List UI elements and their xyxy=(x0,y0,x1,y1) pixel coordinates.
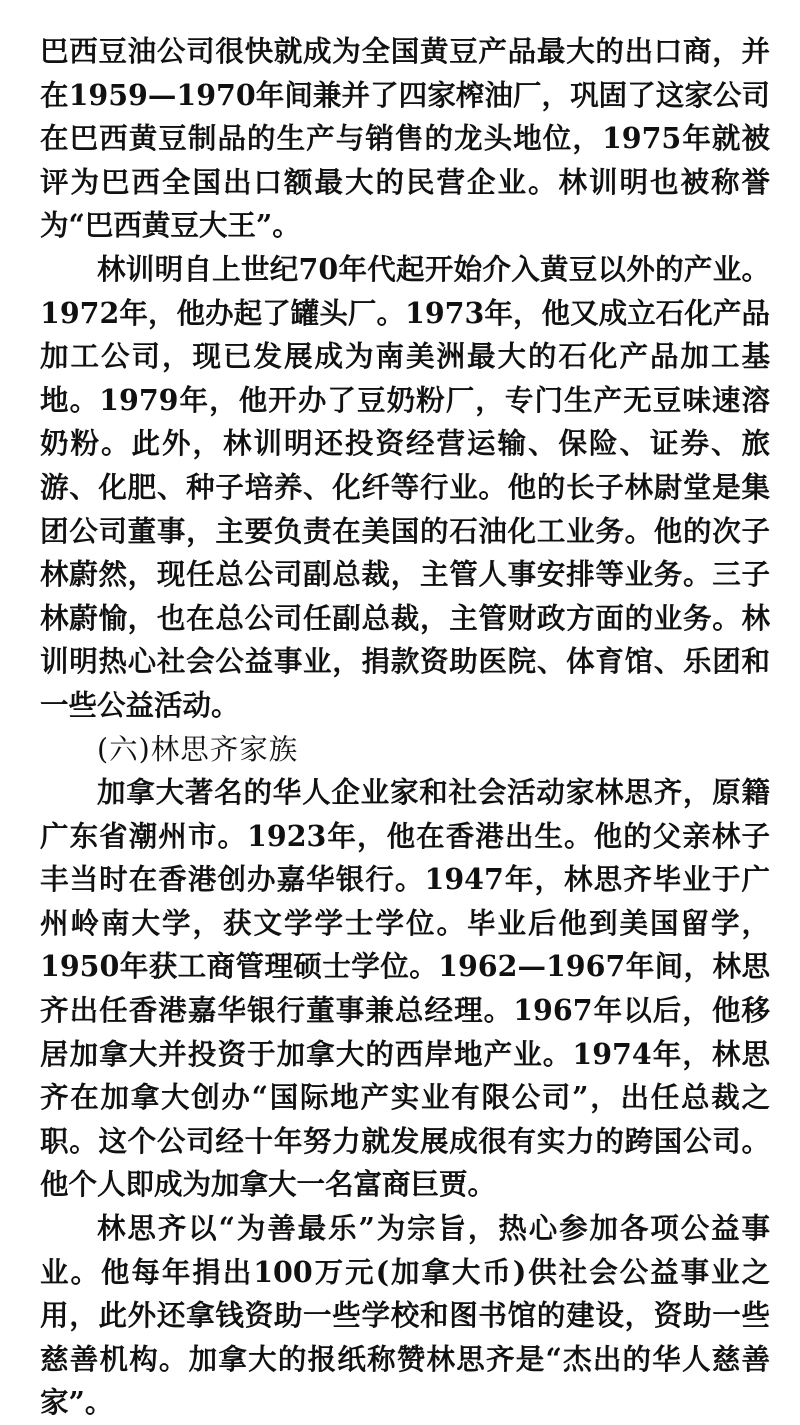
paragraph-lin-xunming-industries: 林训明自上世纪70年代起开始介入黄豆以外的产业。1972年，他办起了罐头厂。1973年，他又成立石化产品加工公司，现已发展成为南美洲最大的石化产品加工基地。1979年，他开办了豆奶粉厂，专门生产无豆味速溶奶粉。此外，林训明还投资经营运输、保险、证券、旅游、化肥、种子培养、化纤等行业。他的长子林尉堂是集团公司董事，主要负责在美国的石油化工业务。他的次子林蔚然，现任总公司副总裁，主管人事安排等业务。三子林蔚愉，也在总公司任副总裁，主管财政方面的业务。林训明热心社会公益事业，捐款资助医院、体育馆、乐团和一些公益活动。 xyxy=(40,251,770,722)
paragraph-lin-siqi-philanthropy: 林思齐以“为善最乐”为宗旨，热心参加各项公益事业。他每年捐出100万元(加拿大币)供社会公益事业之用，此外还拿钱资助一些学校和图书馆的建设，资助一些慈善机构。加拿大的报纸称赞林思齐是“杰出的华人慈善家”。 xyxy=(40,1211,770,1420)
document-page xyxy=(40,30,770,1425)
paragraph-continuation: 巴西豆油公司很快就成为全国黄豆产品最大的出口商，并在1959—1970年间兼并了四家榨油厂，巩固了这家公司在巴西黄豆制品的生产与销售的龙头地位，1975年就被评为巴西全国出口额最大的民营企业。林训明也被称誉为“巴西黄豆大王”。 xyxy=(40,34,770,243)
paragraph-lin-siqi-biography: 加拿大著名的华人企业家和社会活动家林思齐，原籍广东省潮州市。1923年，他在香港出生。他的父亲林子丰当时在香港创办嘉华银行。1947年，林思齐毕业于广州岭南大学，获文学学士学位。毕业后他到美国留学，1950年获工商管理硕士学位。1962—1967年间，林思齐出任香港嘉华银行董事兼总经理。1967年以后，他移居加拿大并投资于加拿大的西岸地产业。1974年，林思齐在加拿大创办“国际地产实业有限公司”，出任总裁之职。这个公司经十年努力就发展成很有实力的跨国公司。他个人即成为加拿大一名富商巨贾。 xyxy=(40,775,770,1202)
section-heading: (六)林思齐家族 xyxy=(97,732,299,766)
